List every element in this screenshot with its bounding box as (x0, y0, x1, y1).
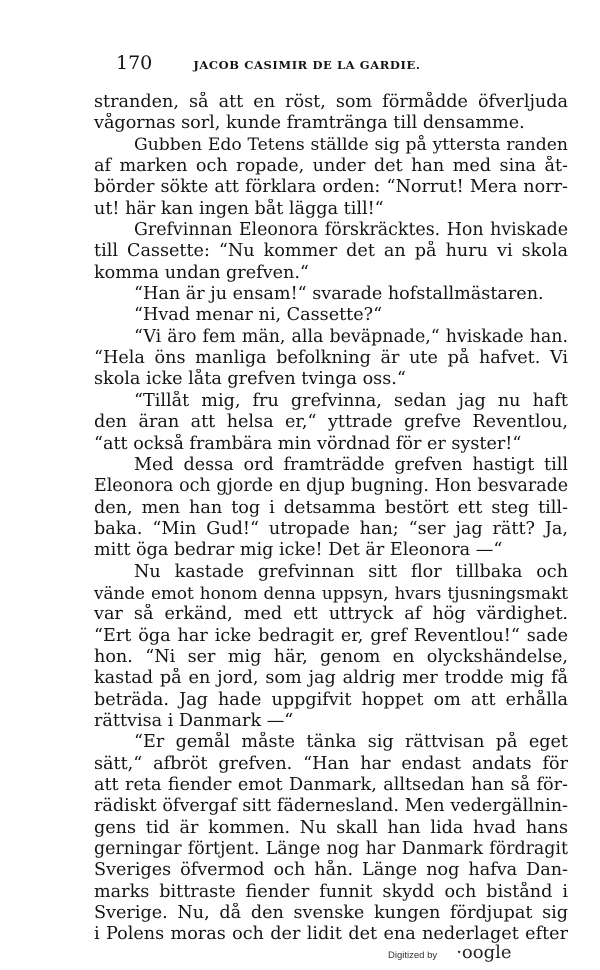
text-line: Eleonora och gjorde en djup bugning. Hon besvarade (94, 476, 568, 497)
text-line: mitt öga bedrar mig icke! Det är Eleonora —“ (94, 540, 503, 561)
text-line: komma undan grefven.“ (94, 262, 309, 283)
page-number: 170 (116, 52, 153, 74)
google-watermark: ·ooglе (456, 942, 512, 963)
text-line: Grefvinnan Eleonora förskräcktes. Hon hviskade (134, 220, 568, 241)
text-line: Sverige. Nu, då den svenske kungen fördjupat sig (94, 903, 568, 924)
text-line: till Cassette: “Nu kommer det an på huru vi skola (94, 241, 568, 262)
text-line: kastad på en jord, som jag aldrig mer trodde mig få (94, 668, 568, 689)
text-line: gens tid är kommen. Nu skall han lida hvad hans (94, 817, 568, 838)
text-line: “att också frambära min vördnad för er syster!“ (94, 433, 522, 454)
text-line: “Er gemål måste tänka sig rättvisan på eget (134, 732, 568, 753)
text-line: af marken och ropade, under det han med sina åt- (94, 156, 568, 177)
text-line: hon. “Ni ser mig här, genom en olyckshändelse, (94, 646, 568, 667)
text-line: i Polens moras och der lidit det ena nederlaget efter (94, 924, 568, 945)
text-line: “Tillåt mig, fru grefvinna, sedan jag nu haft (134, 390, 568, 411)
text-line: den äran att helsa er,“ yttrade grefve Reventlou, (94, 412, 568, 433)
text-line: var så erkänd, med ett uttryck af hög värdighet. (94, 604, 568, 625)
text-line: börder sökte att förklara orden: “Norrut! Mera norr- (94, 177, 568, 198)
text-line: “Vi äro fem män, alla beväpnade,“ hviskade han. (134, 326, 568, 347)
text-line: den, men han tog i detsamma bestört ett steg till- (94, 497, 568, 518)
digitized-label: Digitized by (388, 950, 438, 961)
text-line: marks bittraste fiender funnit skydd och bistånd i (94, 881, 568, 902)
digitized-footer (388, 942, 512, 966)
body-text (94, 92, 568, 946)
text-line: “Hela öns manliga befolkning är ute på hafvet. Vi (94, 348, 568, 369)
text-line: “Hvad menar ni, Cassette?“ (134, 305, 383, 326)
text-line: Med dessa ord framträdde grefven hastigt till (134, 454, 568, 475)
text-line: rädiskt öfvergaf sitt fädernesland. Men vedergällnin- (94, 796, 568, 817)
text-line: Sveriges öfvermod och hån. Länge nog hafva Dan- (94, 860, 568, 881)
text-line: Gubben Edo Tetens ställde sig på yttersta randen (134, 134, 568, 155)
page-header (116, 52, 496, 74)
text-line: ut! här kan ingen båt lägga till!“ (94, 198, 384, 219)
text-line: skola icke låta grefven tvinga oss.“ (94, 369, 406, 390)
text-line: vände emot honom denna uppsyn, hvars tjusningsmakt (94, 582, 568, 603)
text-line: rättvisa i Danmark —“ (94, 710, 294, 731)
text-line: “Ert öga har icke bedragit er, gref Reventlou!“ sade (94, 625, 568, 646)
text-line: att reta fiender emot Danmark, alltsedan han så för- (94, 775, 568, 795)
running-title: JACOB CASIMIR DE LA GARDIE. (193, 58, 421, 72)
text-line: stranden, så att en röst, som förmådde öfverljuda (94, 92, 568, 112)
text-line: “Han är ju ensam!“ svarade hofstallmästaren. (134, 284, 544, 305)
text-line: beträda. Jag hade uppgifvit hoppet om att erhålla (94, 689, 568, 710)
text-line: sätt,“ afbröt grefven. “Han har endast andats för (94, 753, 568, 774)
text-line: baka. “Min Gud!“ utropade han; “ser jag rätt? Ja, (94, 518, 568, 539)
text-line: gerningar förtjent. Länge nog har Danmark fördragit (94, 839, 568, 860)
text-line: Nu kastade grefvinnan sitt flor tillbaka och (134, 561, 568, 582)
text-line: vågornas sorl, kunde framtränga till densamme. (94, 113, 525, 134)
